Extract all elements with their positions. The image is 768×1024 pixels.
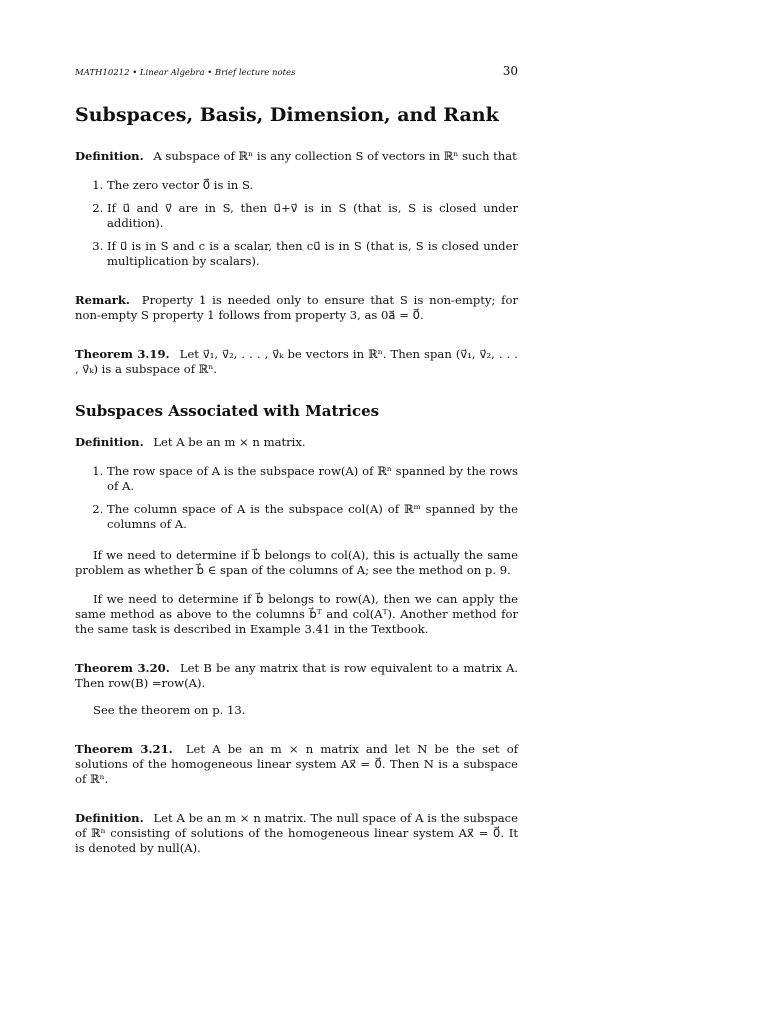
definition-text: Let A be an m × n matrix. The null space of A is the subspace of ℝⁿ consisting of solutions of the homogeneous linear system Ax⃗ = 0⃗. It is denoted by null(A). <box>75 811 519 855</box>
remark-text: Property 1 is needed only to ensure that S is non-empty; for non-empty S property 1 follows from property 3, as 0a⃗ = 0⃗. <box>75 293 518 322</box>
section-title: Subspaces Associated with Matrices <box>75 402 380 420</box>
theorem-text: Let A be an m × n matrix and let N be the set of solutions of the homogeneous linear system Ax⃗ = 0⃗. Then N is a subspace of ℝⁿ. <box>75 742 518 786</box>
theorem-note: See the theorem on p. 13. <box>93 703 246 717</box>
paragraph-column-membership: If we need to determine if b⃗ belongs to col(A), this is actually the same problem as whether b⃗ ∈ span of the columns of A; see the method on p. 9. <box>75 548 518 577</box>
list-item: 2. The column space of A is the subspace col(A) of ℝᵐ spanned by the columns of A. <box>107 502 518 532</box>
list-item: 1. The row space of A is the subspace row(A) of ℝⁿ spanned by the rows of A. <box>107 464 518 494</box>
theorem-text: Let B be any matrix that is row equivalent to a matrix A. Then row(B) =row(A). <box>75 661 519 690</box>
list-item: 3. If u⃗ is in S and c is a scalar, then cu⃗ is in S (that is, S is closed under multiplication by scalars). <box>107 239 518 269</box>
definition-text: Let A be an m × n matrix. <box>153 435 306 449</box>
theorem-3-21 <box>75 742 518 787</box>
theorem-3-20 <box>75 661 518 718</box>
list-item: 2. If u⃗ and v⃗ are in S, then u⃗+v⃗ is in S (that is, S is closed under addition). <box>107 201 518 231</box>
theorem-label: Theorem 3.19. <box>75 347 170 361</box>
course-header: MATH10212 • Linear Algebra • Brief lecture notes <box>75 68 296 78</box>
page-title: Subspaces, Basis, Dimension, and Rank <box>75 104 499 126</box>
list-item: 1. The zero vector 0⃗ is in S. <box>107 178 518 193</box>
definition-row-column-space <box>75 435 518 532</box>
page-content <box>75 64 518 880</box>
theorem-label: Theorem 3.20. <box>75 661 170 675</box>
page-number: 30 <box>502 64 518 78</box>
remark-label: Remark. <box>75 293 130 307</box>
running-header <box>75 64 518 81</box>
theorem-3-19 <box>75 347 518 377</box>
definition-label: Definition. <box>75 435 144 449</box>
theorem-label: Theorem 3.21. <box>75 742 173 756</box>
definition-label: Definition. <box>75 811 144 825</box>
paragraph-row-membership: If we need to determine if b⃗ belongs to row(A), then we can apply the same method as above to the columns b⃗ᵀ and col(Aᵀ). Another method for the same task is described in Example 3.41 in the Textbook. <box>75 592 518 636</box>
remark <box>75 293 518 323</box>
definition-null-space <box>75 811 518 856</box>
theorem-text: Let v⃗₁, v⃗₂, . . . , v⃗ₖ be vectors in ℝⁿ. Then span (v⃗₁, v⃗₂, . . . , v⃗ₖ) is a subspace of ℝⁿ. <box>75 347 518 376</box>
space-definitions-list <box>75 464 518 532</box>
definition-subspace <box>75 149 518 269</box>
definition-label: Definition. <box>75 149 144 163</box>
subspace-conditions-list <box>75 178 518 269</box>
definition-text: A subspace of ℝⁿ is any collection S of vectors in ℝⁿ such that <box>153 149 517 163</box>
